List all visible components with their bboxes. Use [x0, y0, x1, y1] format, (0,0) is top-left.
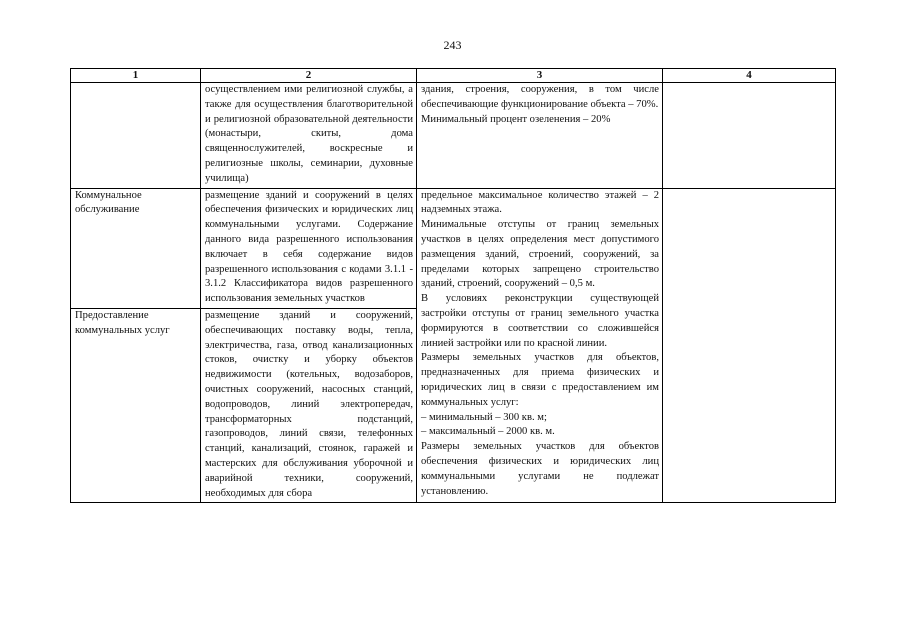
page-number: 243 — [443, 38, 462, 52]
row2-parameters — [417, 188, 663, 503]
param-line: Минимальный процент озеленения – 20% — [421, 113, 611, 125]
header-row — [71, 69, 836, 83]
regulations-table — [70, 68, 836, 503]
param-line: Размеры земельных участков для объектов, предназначенных для приема физических и юридических лиц в связи с предоставлением им коммунальных услуг: — [421, 352, 659, 408]
row1-notes — [663, 83, 836, 189]
row1-parameters — [417, 83, 663, 189]
header-col-3: 3 — [417, 69, 663, 83]
param-line: здания, строения, сооружения, в том числе обеспечивающие функционирование объекта – 70%. — [421, 84, 659, 110]
param-line: предельное максимальное количество этажей – 2 надземных этажа. — [421, 189, 659, 216]
table-row — [71, 188, 836, 308]
param-line: Размеры земельных участков для объектов обеспечения физических и юридических лиц коммунальными услугами не подлежат установлению. — [421, 441, 659, 497]
row1-description: осуществлением ими религиозной службы, а также для осуществления благотворительной и религиозной образовательной деятельности (монастыри, скиты, дома священнослужителей, воскресные и религиозные школы, семинарии, духовные училища) — [201, 83, 417, 189]
row2-use-type: Коммунальное обслуживание — [71, 188, 201, 308]
header-col-1: 1 — [71, 69, 201, 83]
table-row — [71, 83, 836, 189]
param-list-item: – минимальный – 300 кв. м; — [421, 411, 547, 423]
param-line: Минимальные отступы от границ земельных участков в целях определения мест допустимого размещения зданий, строений, сооружений, за пределами которых запрещено строительство зданий, строений, сооружений – 0,5 м. — [421, 219, 659, 290]
row1-use-type — [71, 83, 201, 189]
row2-notes — [663, 188, 836, 503]
param-line: В условиях реконструкции существующей застройки отступы от границ земельного участка формируются в соответствии со сложившейся линией застройки или по красной линии. — [421, 293, 659, 349]
row2-description: размещение зданий и сооружений в целях обеспечения физических и юридических лиц коммунальными услугами. Содержание данного вида разрешенного использования включает в себя содержание видов разрешенного использования с кодами 3.1.1 - 3.1.2 Классификатора видов разрешенного использования земельных участков — [201, 188, 417, 308]
header-col-2: 2 — [201, 69, 417, 83]
param-list-item: – максимальный – 2000 кв. м. — [421, 426, 555, 438]
header-col-4: 4 — [663, 69, 836, 83]
row3-use-type: Предоставление коммунальных услуг — [71, 308, 201, 502]
row3-description: размещение зданий и сооружений, обеспечивающих поставку воды, тепла, электричества, газа, отвод канализационных стоков, очистку и уборку объектов недвижимости (котельных, водозаборов, очистных сооружений, насосных станций, водопроводов, линий электропередач, трансформаторных подстанций, газопроводов, линий связи, телефонных станций, канализаций, стоянок, гаражей и мастерских для обслуживания уборочной и аварийной техники, сооружений, необходимых для сбора — [201, 308, 417, 502]
